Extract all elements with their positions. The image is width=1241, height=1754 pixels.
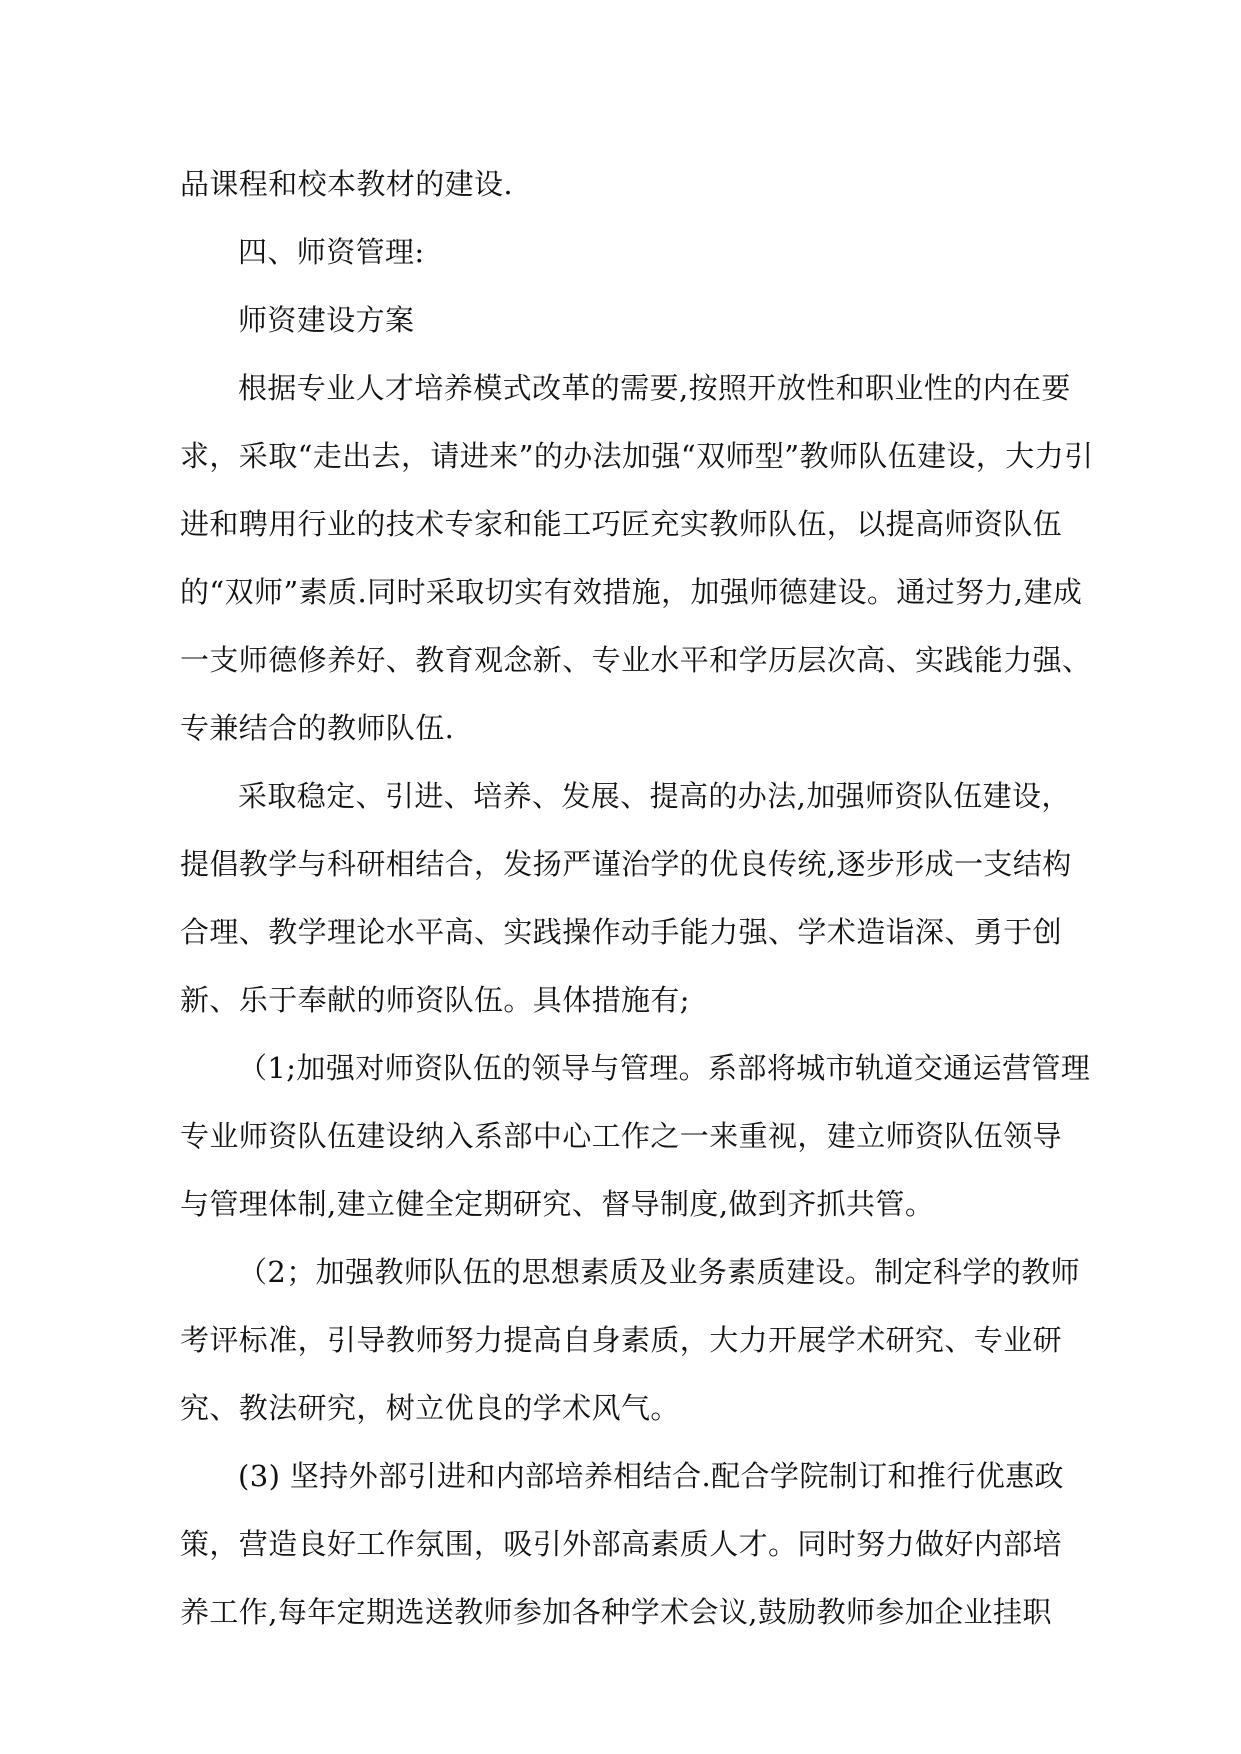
text-line: （1;加强对师资队伍的领导与管理。系部将城市轨道交通运营管理	[238, 1051, 1091, 1085]
text-line: 的“双师”素质.同时采取切实有效措施，加强师德建设。通过努力,建成	[180, 575, 1083, 609]
text-line: 新、乐于奉献的师资队伍。具体措施有;	[180, 983, 690, 1017]
text-line: 与管理体制,建立健全定期研究、督导制度,做到齐抓共管。	[180, 1187, 935, 1221]
text-line: 专业师资队伍建设纳入系部中心工作之一来重视，建立师资队伍领导	[180, 1119, 1063, 1153]
text-line: 采取稳定、引进、培养、发展、提高的办法,加强师资队伍建设，	[238, 779, 1071, 813]
text-line: (3) 坚持外部引进和内部培养相结合.配合学院制订和推行优惠政	[238, 1459, 1064, 1493]
text-line: 根据专业人才培养模式改革的需要,按照开放性和职业性的内在要	[238, 371, 1071, 405]
text-line: 求，采取“走出去，请进来”的办法加强“双师型”教师队伍建设，大力引	[180, 439, 1094, 473]
text-line: 一支师德修养好、教育观念新、专业水平和学历层次高、实践能力强、	[180, 643, 1092, 677]
text-line: 专兼结合的教师队伍.	[180, 711, 455, 745]
section-heading: 四、师资管理:	[238, 235, 425, 269]
text-line: （2；加强教师队伍的思想素质及业务素质建设。制定科学的教师	[238, 1255, 1081, 1289]
text-line: 究、教法研究，树立优良的学术风气。	[180, 1391, 680, 1425]
text-line: 提倡教学与科研相结合，发扬严谨治学的优良传统,逐步形成一支结构	[180, 847, 1072, 881]
body-text	[180, 150, 1094, 1646]
text-line: 品课程和校本教材的建设.	[180, 167, 514, 201]
text-line: 策，营造良好工作氛围，吸引外部高素质人才。同时努力做好内部培	[180, 1527, 1063, 1561]
text-line: 考评标准，引导教师努力提高自身素质，大力开展学术研究、专业研	[180, 1323, 1063, 1357]
text-line: 养工作,每年定期选送教师参加各种学术会议,鼓励教师参加企业挂职	[180, 1595, 1052, 1629]
text-line: 合理、教学理论水平高、实践操作动手能力强、学术造诣深、勇于创	[180, 915, 1063, 949]
text-line: 进和聘用行业的技术专家和能工巧匠充实教师队伍，以提高师资队伍	[180, 507, 1063, 541]
subsection-heading: 师资建设方案	[238, 303, 415, 337]
